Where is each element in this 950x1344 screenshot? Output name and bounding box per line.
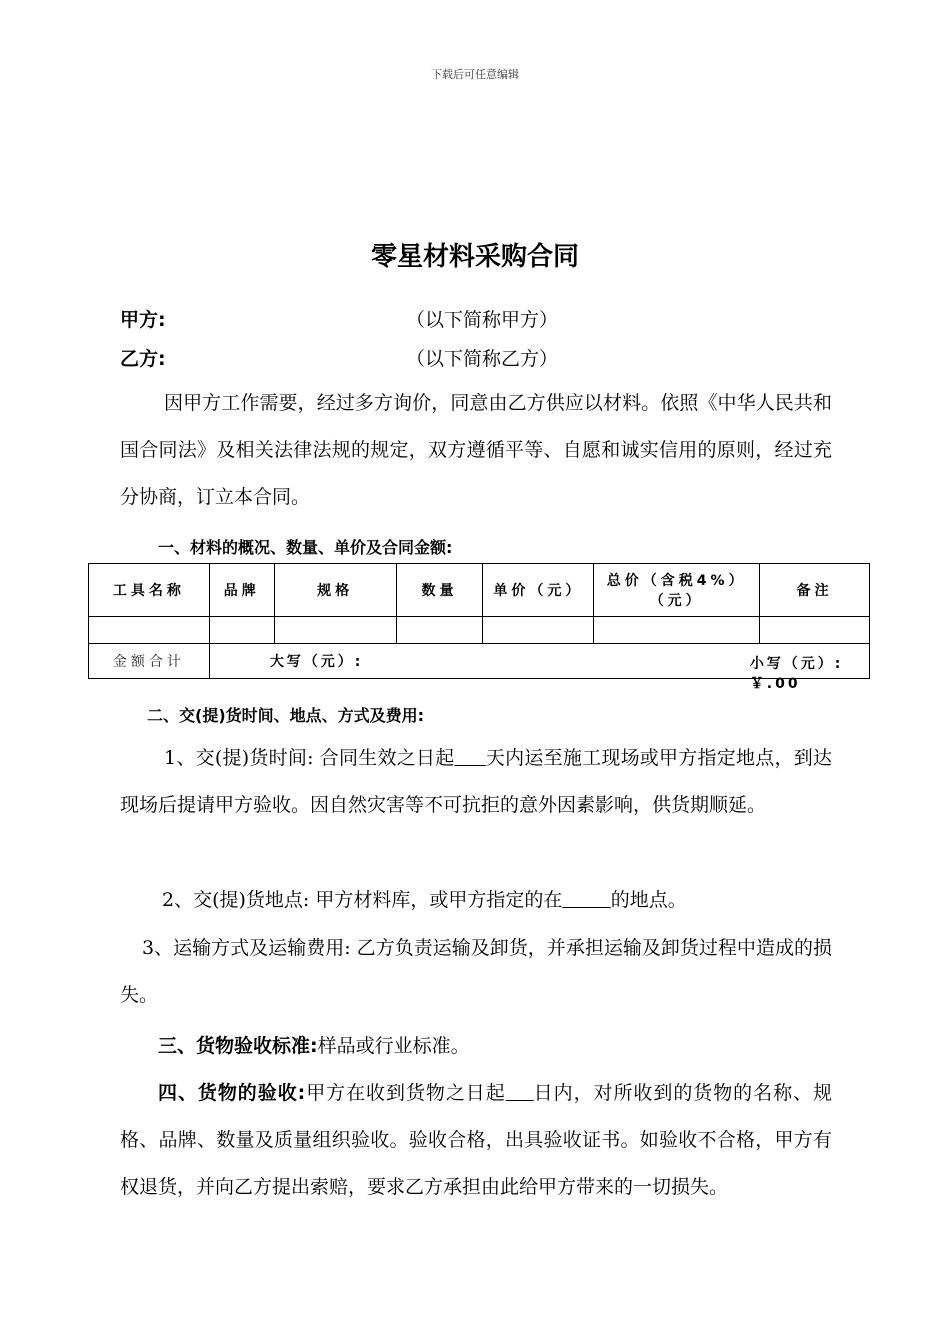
party-b-note: （以下简称乙方） bbox=[406, 348, 559, 370]
party-a-line bbox=[120, 305, 559, 332]
header-note: 下载后可任意编辑 bbox=[431, 68, 519, 81]
section2-item1 bbox=[120, 735, 832, 829]
section4-text-a: 甲方在收到货物之日起 bbox=[305, 1082, 506, 1104]
party-a-note: （以下简称甲方） bbox=[406, 309, 559, 331]
sum-lowercase: 小写（元）:￥.00 bbox=[749, 656, 844, 692]
section2-item3: 3、运输方式及运输费用: 乙方负责运输及卸货，并承担运输及卸货过程中造成的损失。 bbox=[120, 937, 832, 1006]
section2-heading: 二、交(提)货时间、地点、方式及费用: bbox=[147, 706, 425, 725]
table-cell[interactable] bbox=[89, 617, 210, 644]
page-title: 零星材料采购合同 bbox=[370, 242, 579, 272]
header-cell-total-price: 总价（含税4%）（元） bbox=[594, 564, 760, 617]
header-cell-qty: 数量 bbox=[396, 564, 483, 617]
section3-text: 样品或行业标准。 bbox=[317, 1035, 470, 1057]
intro-paragraph: 因甲方工作需要，经过多方询价，同意由乙方供应以材料。依照《中华人民共和国合同法》及相关法律法规的规定，双方遵循平等、自愿和诚实信用的原则，经过充分协商，订立本合同。 bbox=[120, 392, 832, 508]
section4-text-b: 日内，对所收到的货物的名称、规格、品牌、数量及质量组织验收。验收合格，出具验收证书。如验收不合格，甲方有权退货，并向乙方提出索赔，要求乙方承担由此给甲方带来的一切损失。 bbox=[120, 1082, 832, 1198]
header-cell-remark: 备注 bbox=[760, 564, 870, 617]
section1-heading: 一、材料的概况、数量、单价及合同金额: bbox=[158, 538, 453, 557]
item1-text-a: 1、交(提)货时间: 合同生效之日起 bbox=[164, 747, 455, 769]
table-cell[interactable] bbox=[594, 617, 760, 644]
header-cell-unit-price: 单价（元） bbox=[483, 564, 594, 617]
header-cell-brand: 品牌 bbox=[209, 564, 274, 617]
table-cell[interactable] bbox=[396, 617, 483, 644]
sum-amount-cell bbox=[209, 644, 869, 692]
table-row bbox=[89, 617, 870, 644]
party-b-line bbox=[120, 344, 559, 371]
table-header-row bbox=[89, 564, 870, 617]
table-cell[interactable] bbox=[209, 617, 274, 644]
table-sum-row bbox=[89, 644, 870, 679]
sum-label: 金额合计 bbox=[89, 644, 210, 679]
materials-table bbox=[88, 563, 870, 692]
header-cell-name: 工具名称 bbox=[89, 564, 210, 617]
item1-text-b: 天内运至施工现场或甲方指定地点，到达现场后提请甲方验收。因自然灾害等不可抗拒的意外因素影响，供货期顺延。 bbox=[120, 747, 832, 816]
section4-heading: 四、货物的验收: bbox=[158, 1082, 306, 1104]
sum-uppercase: 大写（元）: bbox=[269, 654, 364, 670]
section4 bbox=[120, 1070, 832, 1211]
section3 bbox=[120, 1023, 832, 1070]
header-cell-spec: 规格 bbox=[274, 564, 396, 617]
item2-text-a: 2、交(提)货地点: 甲方材料库，或甲方指定的在 bbox=[162, 889, 563, 911]
party-b-label: 乙方: bbox=[120, 348, 166, 370]
section3-heading: 三、货物验收标准: bbox=[158, 1035, 318, 1057]
item2-text-b: 的地点。 bbox=[610, 889, 687, 911]
table-cell[interactable] bbox=[274, 617, 396, 644]
party-a-label: 甲方: bbox=[120, 309, 166, 331]
section2-item2 bbox=[120, 877, 832, 924]
table-cell[interactable] bbox=[483, 617, 594, 644]
table-cell[interactable] bbox=[760, 617, 870, 644]
